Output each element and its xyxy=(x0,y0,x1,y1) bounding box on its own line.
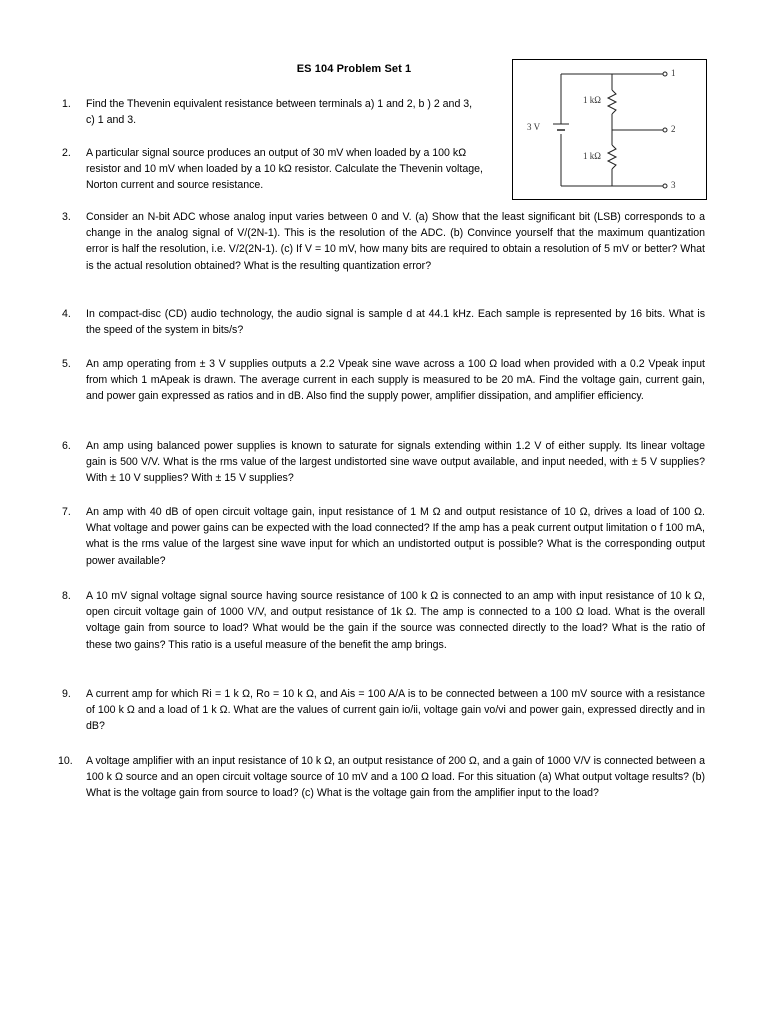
problem-text: A 10 mV signal voltage signal source having source resistance of 100 k Ω is connected to an amp with input resistance of 10 k Ω, open circuit voltage gain of 1000 V/V, and output resistance of 1k Ω. The amp is connected to a 100 Ω load. What is the overall voltage gain from source to load? What would be the gain if the source was connected directly to the load? What is the ratio of these two gains? This ratio is a useful measure of the benefit the amp brings. xyxy=(86,590,705,651)
terminal-1-label: 1 xyxy=(671,68,676,78)
page-title: ES 104 Problem Set 1 xyxy=(296,63,412,75)
problem-number: 2. xyxy=(62,147,71,159)
resistor-top-label: 1 kΩ xyxy=(583,95,601,105)
problem-number: 4. xyxy=(62,308,71,320)
problem-text: An amp operating from ± 3 V supplies outputs a 2.2 Vpeak sine wave across a 100 Ω load when provided with a 0.2 Vpeak input from which 1 mApeak is drawn. The average current in each supply is measured to be 20 mA. Find the voltage gain, current gain, and power gain expressed as ratios and in dB. Also find the supply power, amplifier dissipation, and amplifier efficiency. xyxy=(86,358,705,403)
problem-text: A current amp for which Ri = 1 k Ω, Ro = 10 k Ω, and Ais = 100 A/A is to be connected between a 100 mV source with a resistance of 100 k Ω and a load of 1 k Ω. What are the values of current gain io/ii, voltage gain vo/vi and power gain, expressed directly and in dB? xyxy=(86,688,705,733)
problem-text: An amp using balanced power supplies is known to saturate for signals extending within 1.2 V of either supply. Its linear voltage gain is 500 V/V. What is the rms value of the largest undistorted sine wave output available, and input needed, with ± 5 V supplies? With ± 10 V supplies? With ± 15 V supplies? xyxy=(86,440,705,485)
problem-text: In compact-disc (CD) audio technology, the audio signal is sample d at 44.1 kHz. Each sample is represented by 16 bits. What is the speed of the system in bits/s? xyxy=(86,308,705,337)
problem-number: 9. xyxy=(62,688,71,700)
problem-number: 7. xyxy=(62,506,71,518)
problem-number: 5. xyxy=(62,358,71,370)
problem-number: 6. xyxy=(62,440,71,452)
terminal-2-label: 2 xyxy=(671,124,676,134)
problem-number: 3. xyxy=(62,211,71,223)
problem-text: Consider an N-bit ADC whose analog input varies between 0 and V. (a) Show that the least significant bit (LSB) corresponds to a change in the analog signal of V/(2N-1). This is the resolution of the ADC. (b) Convince yourself that the maximum quantization error is half the resolution, i.e. V/2(2N-1). (c) If V = 10 mV, how many bits are required to obtain a resolution of 5 mV or better? What is the actual resolution obtained? What is the resulting quantization error? xyxy=(86,211,705,272)
circuit-diagram xyxy=(512,59,707,200)
problem-text: Find the Thevenin equivalent resistance between terminals a) 1 and 2, b ) 2 and 3, c) 1 and 3. xyxy=(86,98,473,127)
problem-text: An amp with 40 dB of open circuit voltage gain, input resistance of 1 M Ω and output resistance of 10 Ω, drives a load of 100 Ω. What voltage and power gains can be expected with the load connected? If the amp has a peak current output limitation o f 100 mA, what is the rms value of the largest sine wave input for which an undistorted output is possible? What is the corresponding output power available? xyxy=(86,506,705,567)
circuit-schematic xyxy=(513,60,708,201)
problem-text: A particular signal source produces an output of 30 mV when loaded by a 100 kΩ resistor and 10 mV when loaded by a 10 kΩ resistor. Calculate the Thevenin voltage, Norton current and source resistance. xyxy=(86,147,483,192)
resistor-bottom-label: 1 kΩ xyxy=(583,151,601,161)
problem-number: 10. xyxy=(58,755,73,767)
terminal-3-label: 3 xyxy=(671,180,676,190)
problem-number: 8. xyxy=(62,590,71,602)
problem-number: 1. xyxy=(62,98,71,110)
problem-text: A voltage amplifier with an input resistance of 10 k Ω, an output resistance of 200 Ω, and a gain of 1000 V/V is connected between a 100 k Ω source and an open circuit voltage source of 10 mV and a 100 Ω load. For this situation (a) What output voltage results? (b) What is the voltage gain from source to load? (c) What is the voltage gain from the amplifier input to the load? xyxy=(86,755,705,800)
source-voltage-label: 3 V xyxy=(527,122,541,132)
